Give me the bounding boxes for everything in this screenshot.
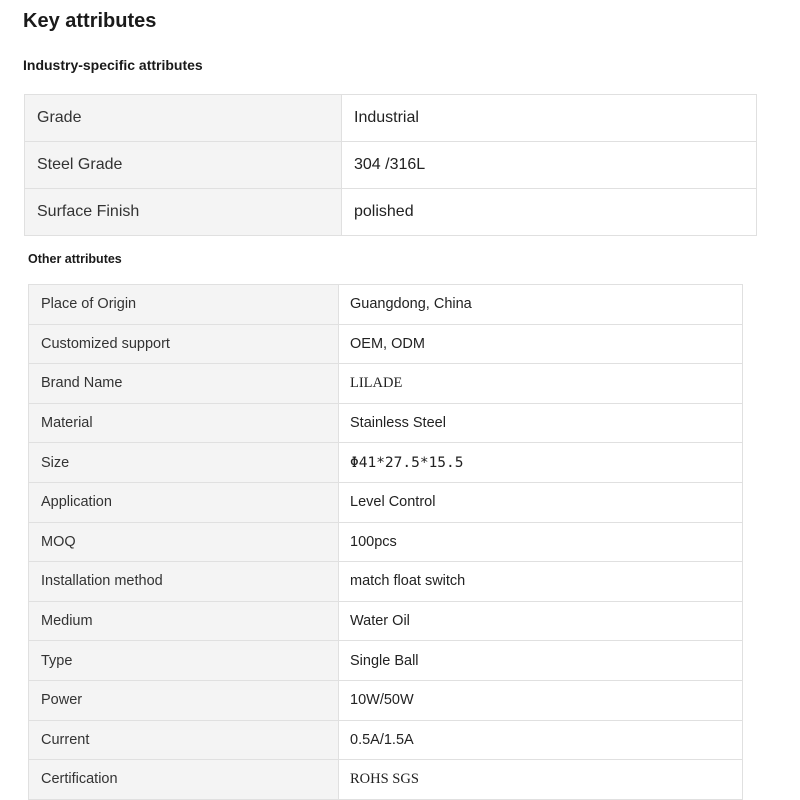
industry-attributes-heading: Industry-specific attributes bbox=[23, 57, 203, 73]
attribute-value: Stainless Steel bbox=[339, 403, 743, 443]
table-row bbox=[29, 522, 743, 562]
attribute-value: 100pcs bbox=[339, 522, 743, 562]
table-row bbox=[29, 285, 743, 325]
attribute-value: OEM, ODM bbox=[339, 324, 743, 364]
table-row bbox=[29, 680, 743, 720]
industry-attributes-table bbox=[24, 94, 757, 236]
attribute-value: Level Control bbox=[339, 482, 743, 522]
attribute-value: 304 /316L bbox=[342, 142, 757, 189]
table-row bbox=[29, 562, 743, 602]
attribute-key: Certification bbox=[29, 760, 339, 800]
attribute-key: Brand Name bbox=[29, 364, 339, 404]
table-row bbox=[25, 95, 757, 142]
attribute-value: LILADE bbox=[339, 364, 743, 404]
attribute-key: Grade bbox=[25, 95, 342, 142]
table-row bbox=[29, 324, 743, 364]
attribute-key: Customized support bbox=[29, 324, 339, 364]
attribute-value: polished bbox=[342, 189, 757, 236]
attribute-value: Guangdong, China bbox=[339, 285, 743, 325]
table-row bbox=[25, 142, 757, 189]
attribute-key: Place of Origin bbox=[29, 285, 339, 325]
attribute-key: Surface Finish bbox=[25, 189, 342, 236]
attribute-key: Power bbox=[29, 680, 339, 720]
other-attributes-table bbox=[28, 284, 743, 800]
table-row bbox=[29, 601, 743, 641]
table-row bbox=[29, 760, 743, 800]
attribute-key: Application bbox=[29, 482, 339, 522]
attribute-key: Steel Grade bbox=[25, 142, 342, 189]
table-row bbox=[29, 482, 743, 522]
attribute-key: Material bbox=[29, 403, 339, 443]
attribute-key: Size bbox=[29, 443, 339, 483]
table-row bbox=[25, 189, 757, 236]
table-row bbox=[29, 443, 743, 483]
attribute-key: Medium bbox=[29, 601, 339, 641]
attribute-key: Type bbox=[29, 641, 339, 681]
table-row bbox=[29, 364, 743, 404]
attribute-value: Φ41*27.5*15.5 bbox=[339, 443, 743, 483]
attribute-value: Industrial bbox=[342, 95, 757, 142]
page-title: Key attributes bbox=[23, 10, 157, 32]
attribute-value: Single Ball bbox=[339, 641, 743, 681]
table-row bbox=[29, 403, 743, 443]
attribute-value: 0.5A/1.5A bbox=[339, 720, 743, 760]
table-row bbox=[29, 720, 743, 760]
attribute-value: match float switch bbox=[339, 562, 743, 602]
attribute-value: ROHS SGS bbox=[339, 760, 743, 800]
attribute-value: 10W/50W bbox=[339, 680, 743, 720]
other-attributes-heading: Other attributes bbox=[28, 252, 122, 266]
attribute-value: Water Oil bbox=[339, 601, 743, 641]
attribute-key: Current bbox=[29, 720, 339, 760]
table-row bbox=[29, 641, 743, 681]
attribute-key: MOQ bbox=[29, 522, 339, 562]
attribute-key: Installation method bbox=[29, 562, 339, 602]
